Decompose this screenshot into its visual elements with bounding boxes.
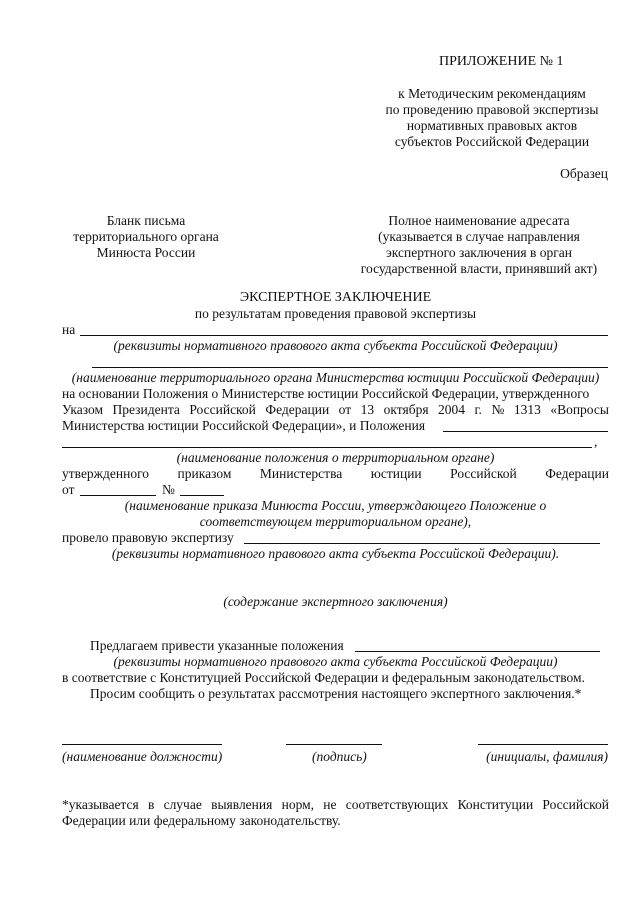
act-details-field-line-2: [244, 543, 600, 544]
addressee-line-4: государственной власти, принявший акт): [360, 261, 598, 276]
appendix-to-line-3: нормативных правовых актов: [406, 118, 578, 133]
word: утвержденного: [62, 466, 150, 481]
word: в: [147, 797, 155, 812]
word: г.: [474, 402, 482, 417]
word: от: [338, 402, 352, 417]
sign-signature-line: [286, 744, 382, 745]
letter-form-line-3: Минюста России: [96, 245, 196, 260]
appendix-to-line-2: по проведению правовой экспертизы: [385, 102, 599, 117]
paragraph-basis-line-3: Министерства юстиции Российской Федерации», и Положения: [62, 418, 426, 433]
number-label: №: [162, 482, 175, 497]
addressee-line-2: (указывается в случае направления: [378, 229, 580, 244]
accordance-text: в соответствие с Конституцией Российской Федерации и федеральным законодательством.: [62, 670, 585, 685]
position-field-line-2: [62, 447, 592, 448]
act-details-field-line: [80, 335, 608, 336]
addressee-line-1: Полное наименование адресата: [388, 213, 570, 228]
document-title: ЭКСПЕРТНОЕ ЗАКЛЮЧЕНИЕ: [239, 290, 432, 305]
appendix-to-line-1: к Методическим рекомендациям: [398, 86, 586, 101]
word: Указом: [62, 402, 104, 417]
document-subtitle: по результатам проведения правовой экспертизы: [194, 306, 477, 321]
conducted-expertise-label: провело правовую экспертизу: [62, 530, 234, 545]
hint-conclusion-content: (содержание экспертного заключения): [223, 594, 448, 609]
order-number-field-line: [180, 495, 224, 496]
addressee-line-3: экспертного заключения в орган: [385, 245, 572, 260]
signature-position-hint: (наименование должности): [62, 749, 223, 764]
word: 2004: [438, 402, 466, 417]
name-signature-line: [478, 744, 608, 745]
word: случае: [163, 797, 202, 812]
letter-form-line-2: территориального органа: [73, 229, 219, 244]
na-label: на: [62, 322, 76, 337]
comma: ,: [594, 434, 598, 449]
signature-name-hint: (инициалы, фамилия): [486, 749, 608, 764]
paragraph-basis-line-1: на основании Положения о Министерстве юстиции Российской Федерации, утвержденного: [62, 386, 590, 401]
appendix-to-line-4: субъектов Российской Федерации: [394, 134, 590, 149]
word: не: [323, 797, 337, 812]
word: норм,: [281, 797, 315, 812]
hint-act-details-3: (реквизиты нормативного правового акта субъекта Российской Федерации): [113, 654, 558, 669]
word: Конституции: [457, 797, 534, 812]
word: Федерации: [545, 466, 609, 481]
appendix-number: ПРИЛОЖЕНИЕ № 1: [439, 54, 564, 69]
word: Министерства: [259, 466, 343, 481]
from-label: от: [62, 482, 75, 497]
sample-label: Образец: [560, 166, 608, 181]
hint-position: (наименование положения о территориальном органе): [176, 450, 495, 465]
word: октября: [383, 402, 429, 417]
word: Российской: [542, 797, 609, 812]
word: «Вопросы: [550, 402, 609, 417]
word: Федерации: [265, 402, 330, 417]
hint-act-details-2: (реквизиты нормативного правового акта субъекта Российской Федерации).: [111, 546, 560, 561]
word: приказом: [177, 466, 232, 481]
position-field-line-1: [443, 431, 608, 432]
hint-territorial-organ: (наименование территориального органа Министерства юстиции Российской Федерации): [71, 370, 600, 385]
hint-act-details-1: (реквизиты нормативного правового акта субъекта Российской Федерации): [113, 338, 558, 353]
request-text: Просим сообщить о результатах рассмотрения настоящего экспертного заключения.*: [90, 686, 582, 701]
word: юстиции: [370, 466, 422, 481]
hint-order-line-2: соответствующем территориальном органе),: [199, 514, 472, 529]
approved-by-order-line: [62, 466, 609, 482]
word: *указывается: [62, 797, 139, 812]
footnote-line-1: [62, 797, 609, 813]
word: 1313: [513, 402, 541, 417]
paragraph-basis-line-2: [62, 402, 609, 418]
footnote-line-2: Федерации или федеральному законодательству.: [62, 813, 341, 828]
propose-text: Предлагаем привести указанные положения: [90, 638, 344, 653]
word: 13: [360, 402, 375, 417]
letter-form-line-1: Бланк письма: [106, 213, 186, 228]
word: Российской: [450, 466, 517, 481]
word: Российской: [189, 402, 256, 417]
hint-order-line-1: (наименование приказа Минюста России, утверждающего Положение о: [124, 498, 547, 513]
signature-sign-hint: (подпись): [312, 749, 367, 764]
word: соответствующих: [345, 797, 449, 812]
act-details-field-line-3: [355, 651, 600, 652]
word: №: [491, 402, 505, 417]
territorial-organ-field-line: [92, 367, 608, 368]
order-date-field-line: [80, 495, 156, 496]
word: Президента: [112, 402, 180, 417]
word: выявления: [211, 797, 273, 812]
position-signature-line: [62, 744, 222, 745]
